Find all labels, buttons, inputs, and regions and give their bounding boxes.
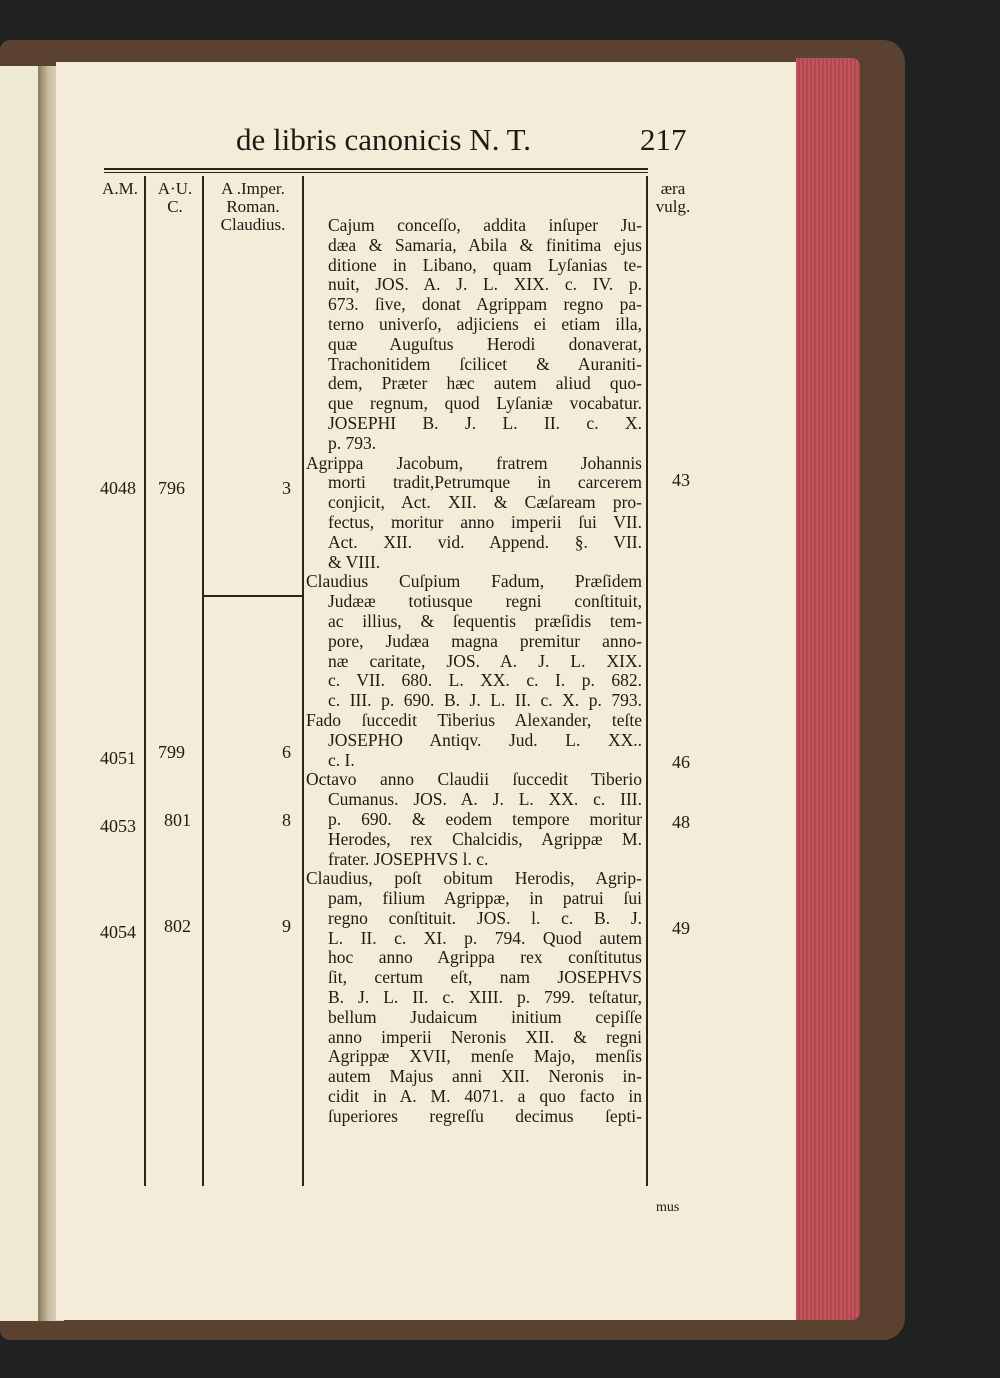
- text-line: p. 690. & eodem tempore moritur: [328, 809, 642, 829]
- am-value: 4053: [100, 816, 136, 836]
- text-line: c. I.: [328, 750, 355, 770]
- text-line: pam, filium Agrippæ, in patrui ſui: [328, 889, 642, 909]
- text-line: ſuperiores regreſſu decimus ſepti-: [328, 1106, 642, 1126]
- text-line: Trachonitidem ſcilicet & Auraniti-: [328, 354, 642, 374]
- column-head-imper-line: Roman.: [226, 197, 280, 216]
- au-value: 799: [158, 742, 185, 762]
- column-head-imper: [204, 180, 302, 234]
- column-head-au: [148, 180, 202, 216]
- text-line: conjicit, Act. XII. & Cæſaream pro-: [328, 493, 642, 513]
- am-value: 4048: [100, 478, 136, 498]
- column-head-am: A.M.: [102, 179, 138, 198]
- text-line: Fado ſuccedit Tiberius Alexander, teſte: [306, 710, 642, 730]
- red-page-edges: [796, 58, 860, 1320]
- text-line: anno imperii Neronis XII. & regni: [328, 1027, 642, 1047]
- am-value: 4054: [100, 922, 136, 942]
- text-line: JOSEPHI B. J. L. II. c. X.: [328, 413, 642, 433]
- text-line: næ caritate, JOS. A. J. L. XIX.: [328, 651, 642, 671]
- imper-value: 8: [282, 810, 291, 830]
- text-line: Agrippa Jacobum, fratrem Johannis: [306, 453, 642, 473]
- column-rule-1: [144, 176, 146, 1186]
- au-value: 802: [164, 916, 191, 936]
- text-line: Act. XII. vid. Append. §. VII.: [328, 532, 642, 552]
- text-line: c. III. p. 690. B. J. L. II. c. X. p. 793.: [328, 691, 642, 711]
- column-head-imper-line: A .Imper.: [221, 179, 285, 198]
- text-line: JOSEPHO Antiqv. Jud. L. XX..: [328, 730, 642, 750]
- imper-value: 9: [282, 916, 291, 936]
- aera-value: 43: [672, 470, 690, 490]
- text-line: frater. JOSEPHVS l. c.: [328, 849, 489, 869]
- text-line: Cajum conceſſo, addita inſuper Ju-: [328, 216, 642, 235]
- text-line: bellum Judaicum initium cepiſſe: [328, 1007, 642, 1027]
- column-rule-3: [302, 176, 304, 1186]
- text-line: Herodes, rex Chalcidis, Agrippæ M.: [328, 829, 642, 849]
- aera-value: 46: [672, 752, 690, 772]
- text-line: Octavo anno Claudii ſuccedit Tiberio: [306, 770, 642, 790]
- column-head-aera-line: æra: [660, 179, 686, 198]
- text-line: Judææ totiusque regni conſtituit,: [328, 592, 642, 612]
- text-line: autem Majus anni XII. Neronis in-: [328, 1067, 642, 1087]
- aera-value: 48: [672, 812, 690, 832]
- header-rule: [104, 168, 648, 170]
- text-line: Claudius, poſt obitum Herodis, Agrip-: [306, 869, 642, 889]
- text-line: quæ Auguſtus Herodi donaverat,: [328, 334, 642, 354]
- column-head-aera: [648, 180, 698, 216]
- text-line: dem, Præter hæc autem aliud quo-: [328, 374, 642, 394]
- column-rule-4: [646, 176, 648, 1186]
- column-head-au-line: C.: [167, 197, 183, 216]
- text-line: hoc anno Agrippa rex conſtitutus: [328, 948, 642, 968]
- text-line: Cumanus. JOS. A. J. L. XX. c. III.: [328, 790, 642, 810]
- am-value: 4051: [100, 748, 136, 768]
- text-line: ditione in Libano, quam Lyſanias te-: [328, 255, 642, 275]
- text-line: c. VII. 680. L. XX. c. I. p. 682.: [328, 671, 642, 691]
- page-number: 217: [640, 122, 687, 157]
- column-head-aera-line: vulg.: [655, 197, 691, 216]
- text-line: 673. ſive, donat Agrippam regno pa-: [328, 295, 642, 315]
- aera-value: 49: [672, 918, 690, 938]
- text-line: morti tradit,Petrumque in carcerem: [328, 473, 642, 493]
- text-line: Claudius Cuſpium Fadum, Præſidem: [306, 572, 642, 592]
- text-line: p. 793.: [328, 433, 377, 453]
- text-line: Agrippæ XVII, menſe Majo, menſis: [328, 1047, 642, 1067]
- text-line: fectus, moritur anno imperii ſui VII.: [328, 512, 642, 532]
- au-value: 801: [164, 810, 191, 830]
- text-line: pore, Judæa magna premitur anno-: [328, 631, 642, 651]
- column-rule-2: [202, 176, 204, 1186]
- column-head-au-line: A·U.: [157, 179, 193, 198]
- imper-value: 6: [282, 742, 291, 762]
- text-line: & VIII.: [328, 552, 381, 572]
- text-line: dæa & Samaria, Abila & finitima ejus: [328, 235, 642, 255]
- column-head-imper-line: Claudius.: [220, 215, 286, 234]
- text-line: terno univerſo, adjiciens ei etiam illa,: [328, 314, 642, 334]
- text-line: ſit, certum eſt, nam JOSEPHVS: [328, 968, 642, 988]
- text-line: cidit in A. M. 4071. a quo facto in: [328, 1087, 642, 1107]
- text-line: que regnum, quod Lyſaniæ vocabatur.: [328, 394, 642, 414]
- au-value: 796: [158, 478, 185, 498]
- running-head: de libris canonicis N. T.: [236, 122, 532, 157]
- chronology-text: [306, 216, 642, 1127]
- text-line: regno conſtituit. JOS. l. c. B. J.: [328, 908, 642, 928]
- header-rule-thin: [104, 172, 648, 173]
- row-rule: [202, 595, 302, 597]
- text-line: B. J. L. II. c. XIII. p. 799. teſtatur,: [328, 988, 642, 1008]
- catchword: mus: [656, 1200, 680, 1215]
- imper-value: 3: [282, 478, 291, 498]
- text-line: ac illius, & ſequentis præſidis tem-: [328, 611, 642, 631]
- text-line: nuit, JOS. A. J. L. XIX. c. IV. p.: [328, 275, 642, 295]
- text-line: L. II. c. XI. p. 794. Quod autem: [328, 928, 642, 948]
